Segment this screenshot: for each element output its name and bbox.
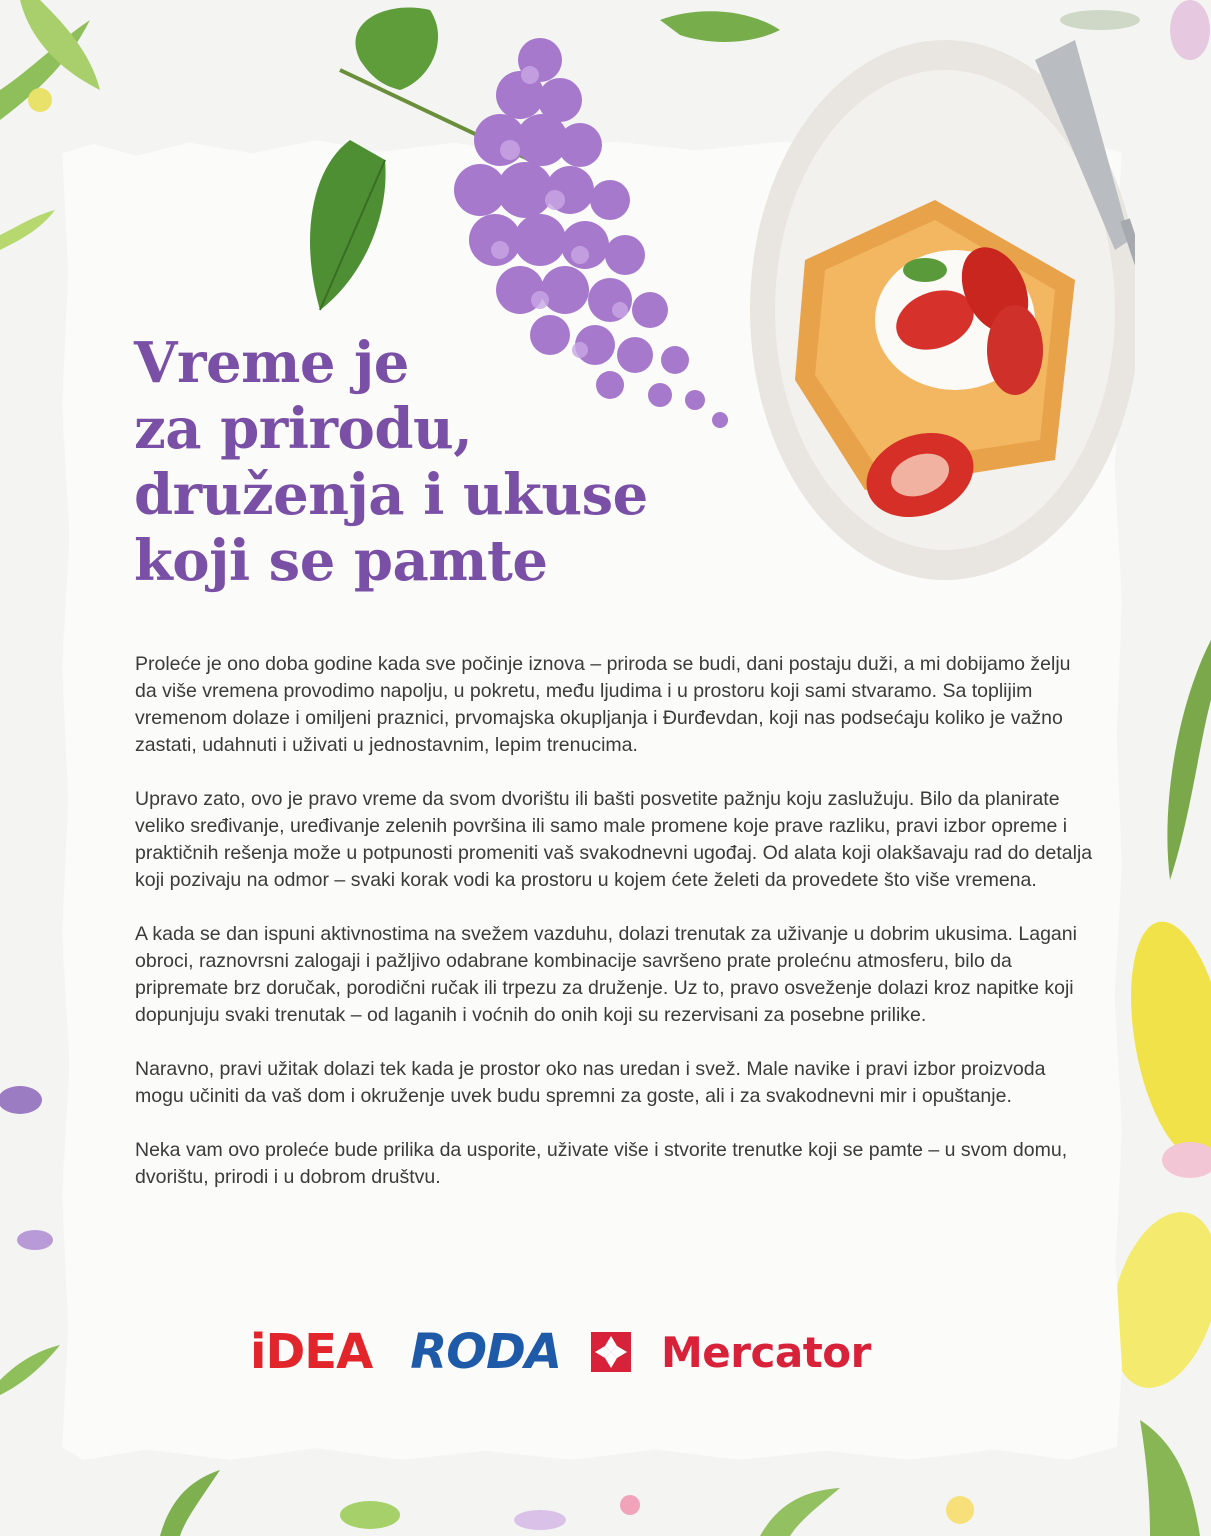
- headline-line-3: druženja i ukuse: [134, 462, 648, 528]
- paragraph: Naravno, pravi užitak dolazi tek kada je prostor oko nas uredan i svež. Male navike i pravi izbor proizvoda mogu učiniti da vaš dom i okruženje uvek budu spremni za goste, ali i za svakodnevni mir i opuštanje.: [135, 1058, 1046, 1107]
- paragraph: Proleće je ono doba godine kada sve počinje iznova – priroda se budi, dani postaju duži, a mi dobijamo želju da više vremena provodimo napolju, u pokretu, među ljudima i u prostoru koji sami stvaramo. Sa toplijim vremenom dolaze i omiljeni praznici, prvomajska okupljanja i Đurđevdan, koji nas podsećaju koliko je važno zastati, udahnuti i uživati u jednostavnim, lepim trenucima.: [135, 653, 1071, 756]
- paragraph: Neka vam ovo proleće bude prilika da usporite, uživate više i stvorite trenutke koji se pamte – u svom domu, dvorištu, prirodi i u dobrom društvu.: [135, 1139, 1068, 1188]
- headline-line-2: za prirodu,: [134, 396, 473, 462]
- roda-logo: RODA: [410, 1324, 561, 1380]
- cake-plate-image: [735, 20, 1135, 600]
- headline: [134, 330, 734, 594]
- article-body: [135, 651, 1095, 1218]
- mercator-mark-icon: [591, 1332, 631, 1372]
- idea-logo: iDEA: [250, 1324, 373, 1380]
- mercator-logo: Mercator: [661, 1327, 871, 1377]
- paragraph: A kada se dan ispuni aktivnostima na svežem vazduhu, dolazi trenutak za uživanje u dobrim ukusima. Lagani obroci, raznovrsni zalogaji i pažljivo odabrane kombinacije savršeno prate prolećnu atmosferu, bilo da pripremate brz doručak, porodični ručak ili trpezu za druženje. Uz to, pravo osveženje dolazi kroz napitke koji dopunjuju svaki trenutak – od laganih i voćnih do onih koji su rezervisani za posebne prilike.: [135, 923, 1077, 1026]
- brand-logos: [250, 1322, 950, 1382]
- paragraph: Upravo zato, ovo je pravo vreme da svom dvorištu ili bašti posvetite pažnju koju zaslužuju. Bilo da planirate veliko sređivanje, uređivanje zelenih površina ili samo male promene koje prave razliku, pravi izbor opreme i praktičnih rešenja može u potpunosti promeniti vaš svakodnevni ugođaj. Od alata koji olakšavaju rad do detalja koji pozivaju na odmor – svaki korak vodi ka prostoru u kojem ćete želeti da provedete što više vremena.: [135, 788, 1093, 891]
- headline-line-1: Vreme je: [134, 330, 409, 396]
- headline-line-4: koji se pamte: [134, 528, 548, 594]
